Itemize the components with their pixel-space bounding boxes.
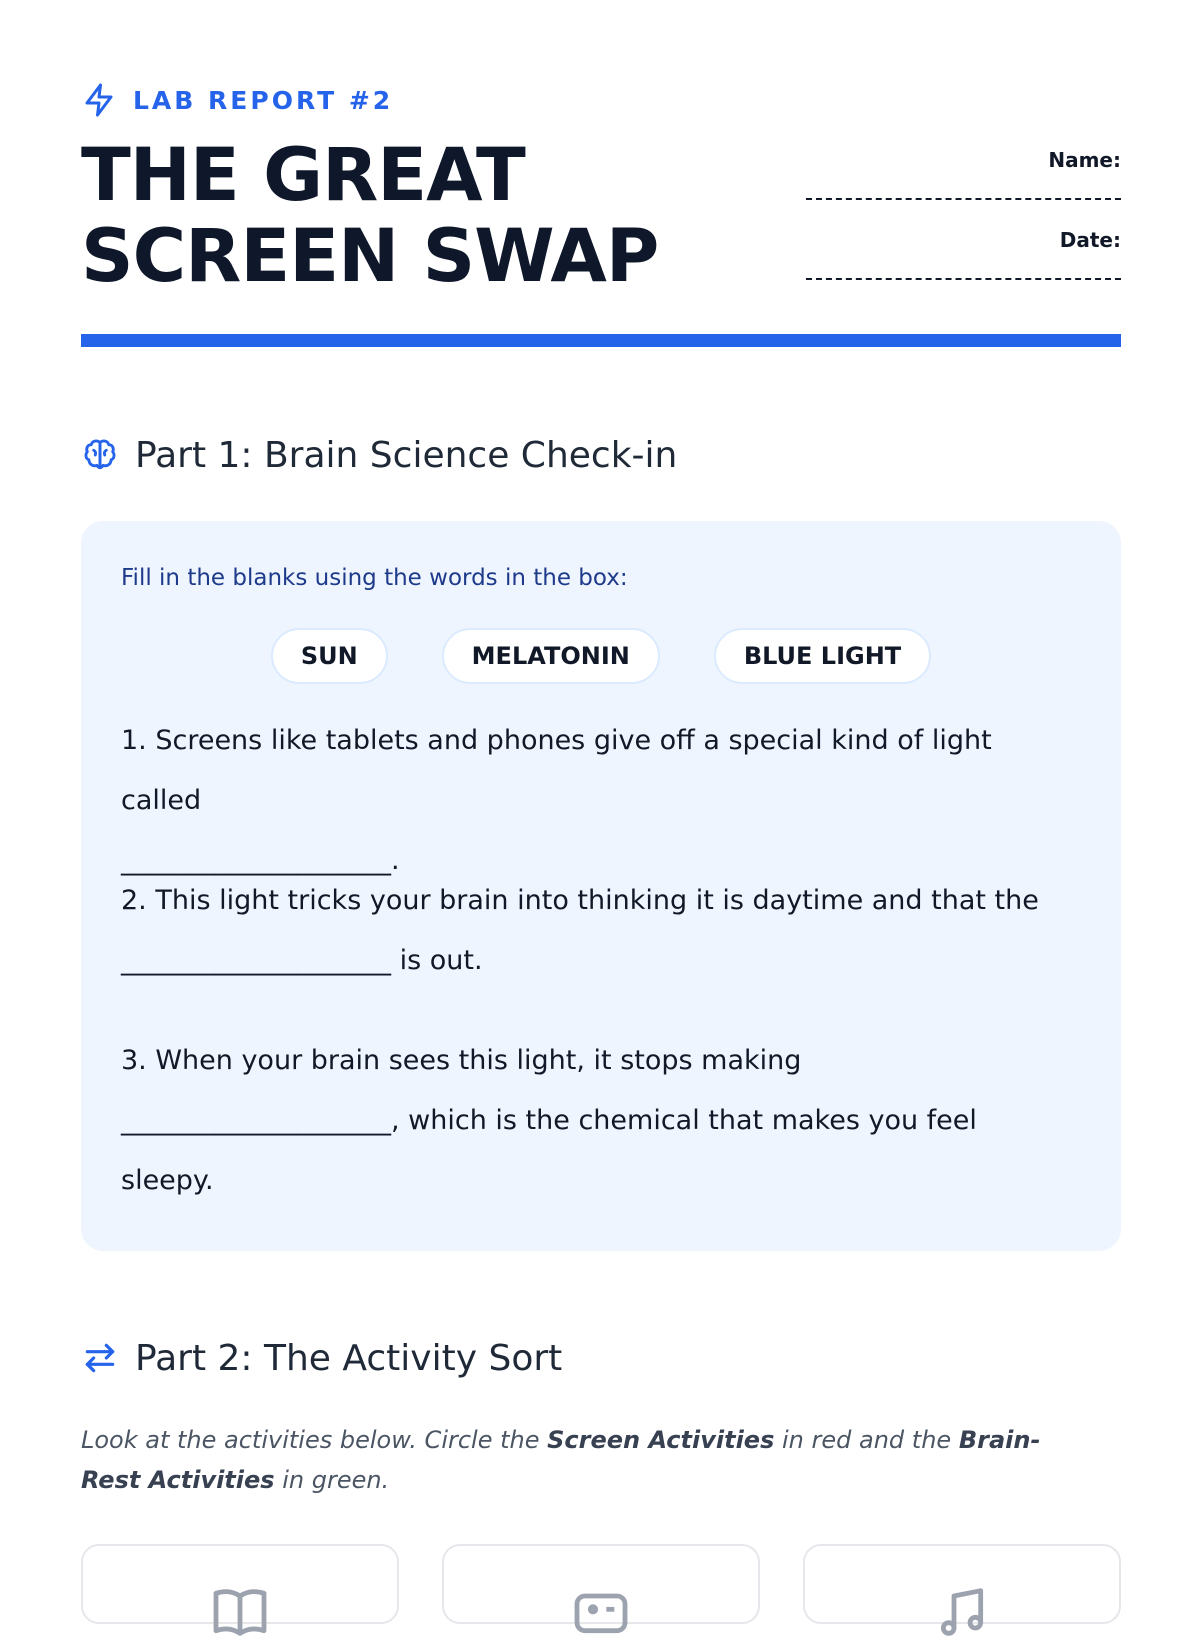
word-chip-melatonin: MELATONIN <box>442 628 660 684</box>
swap-arrows-icon <box>81 1339 119 1377</box>
header-divider <box>81 334 1121 347</box>
title-line-1: THE GREAT <box>81 133 525 218</box>
question-1-text: 1. Screens like tablets and phones give off a special kind of light called <box>121 725 992 816</box>
question-1 <box>121 711 1071 891</box>
header <box>81 80 1121 347</box>
music-icon <box>930 1580 994 1644</box>
word-chip-sun: SUN <box>271 628 388 684</box>
part2-title: Part 2: The Activity Sort <box>135 1337 563 1379</box>
eyebrow-text: LAB REPORT #2 <box>133 85 394 115</box>
activity-tile-reading[interactable] <box>81 1544 399 1624</box>
page-title <box>81 135 781 297</box>
name-label: Name: <box>1048 148 1121 172</box>
date-field[interactable] <box>806 266 1121 280</box>
question-3-after: , which is the chemical that makes you feel sleepy. <box>121 1105 977 1196</box>
screen-activities-label: Screen Activities <box>547 1426 775 1454</box>
name-field[interactable] <box>806 186 1121 200</box>
fill-in-card <box>81 521 1121 1251</box>
part2-instr-c: in red and the <box>774 1426 959 1454</box>
activity-tile-music[interactable] <box>803 1544 1121 1624</box>
word-bank <box>81 628 1121 684</box>
lightning-icon <box>81 82 117 118</box>
part2-instr-a: Look at the activities below. Circle the <box>81 1426 548 1454</box>
part1-title: Part 1: Brain Science Check-in <box>135 434 678 476</box>
question-3 <box>121 1031 1071 1211</box>
question-3-text: 3. When your brain sees this light, it stops making <box>121 1045 802 1076</box>
question-1-blank[interactable]: ____________________ <box>121 845 391 876</box>
part2-heading <box>81 1333 562 1383</box>
brain-icon <box>81 436 119 474</box>
question-2-after: is out. <box>391 945 483 976</box>
question-3-blank[interactable]: ____________________ <box>121 1105 391 1136</box>
question-2-text: 2. This light tricks your brain into thinking it is daytime and that the <box>121 885 1039 916</box>
question-1-after: . <box>391 845 400 876</box>
question-2-blank[interactable]: ____________________ <box>121 945 391 976</box>
tablet-icon <box>569 1580 633 1644</box>
eyebrow <box>81 80 393 120</box>
book-icon <box>208 1580 272 1644</box>
activity-tile-tablet[interactable] <box>442 1544 760 1624</box>
part1-heading <box>81 430 677 480</box>
part2-instructions <box>81 1420 1081 1500</box>
date-label: Date: <box>1059 228 1121 252</box>
word-chip-blue-light: BLUE LIGHT <box>714 628 931 684</box>
part1-instructions: Fill in the blanks using the words in the box: <box>121 565 628 591</box>
name-date-fields <box>806 146 1121 306</box>
brain-rest-activities-label: Brain-Rest Activities <box>81 1426 1041 1494</box>
title-line-2: SCREEN SWAP <box>81 214 659 299</box>
question-2 <box>121 871 1071 991</box>
part2-instr-e: in green. <box>274 1466 390 1494</box>
activity-tiles <box>81 1544 1121 1624</box>
worksheet-page <box>81 0 1121 1600</box>
